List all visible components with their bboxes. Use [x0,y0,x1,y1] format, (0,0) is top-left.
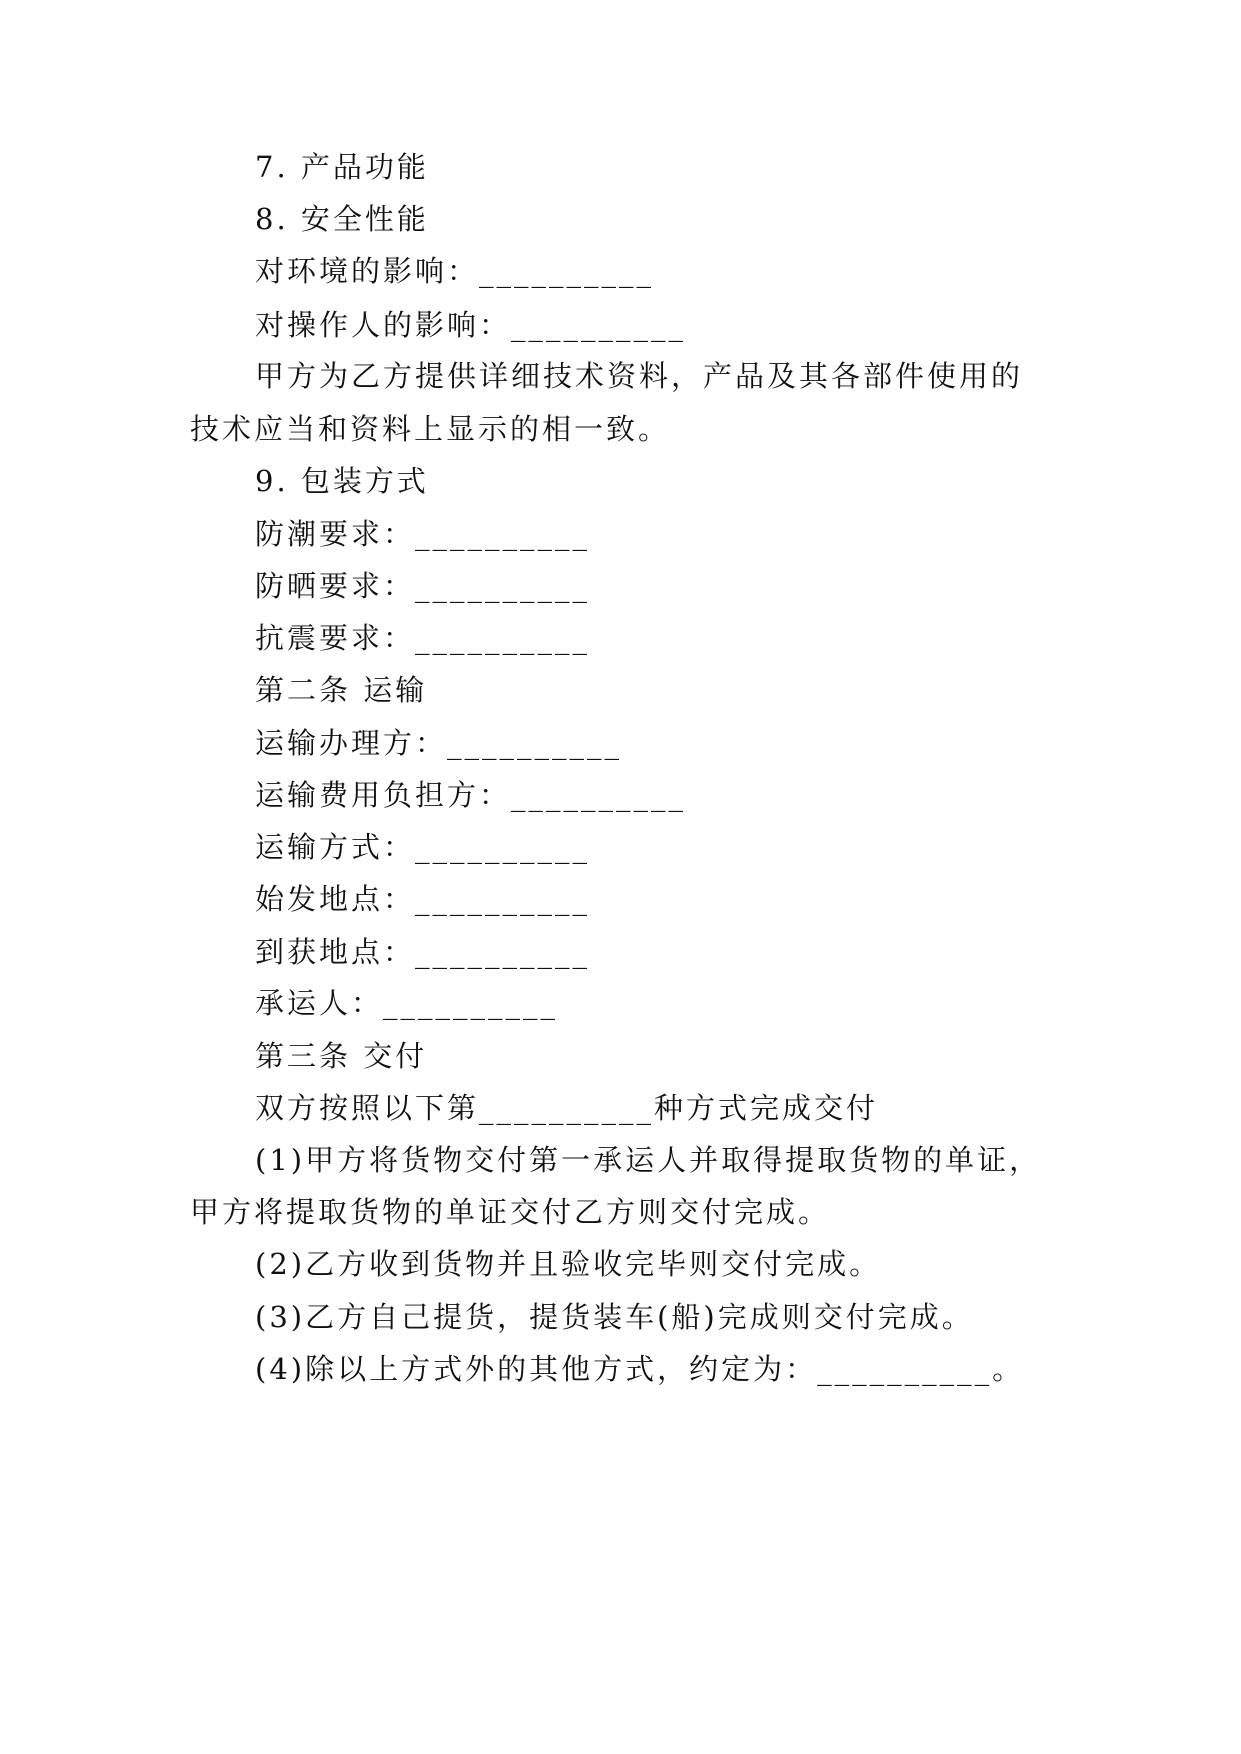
tech-info-paragraph-line-2: 技术应当和资料上显示的相一致。 [190,412,671,446]
moisture-requirement-line: 防潮要求：__________ [255,517,591,551]
environment-impact-line: 对环境的影响：__________ [255,254,655,288]
article-2-heading: 第二条 运输 [255,673,428,707]
origin-place-line: 始发地点：__________ [255,882,591,916]
transport-cost-bearer-line: 运输费用负担方：__________ [255,778,687,812]
delivery-method-choice-line: 双方按照以下第__________种方式完成交付 [255,1091,879,1125]
article-3-heading: 第三条 交付 [255,1039,428,1073]
item-7-product-function: 7. 产品功能 [255,150,429,184]
operator-impact-line: 对操作人的影响：__________ [255,308,687,342]
item-9-packaging: 9. 包装方式 [255,464,429,498]
delivery-option-1-line-2: 甲方将提取货物的单证交付乙方则交付完成。 [190,1195,831,1229]
delivery-option-3: (3)乙方自己提货，提货装车(船)完成则交付完成。 [255,1300,974,1334]
item-8-safety-performance: 8. 安全性能 [255,202,429,236]
destination-place-line: 到获地点：__________ [255,935,591,969]
carrier-line: 承运人：__________ [255,986,559,1020]
tech-info-paragraph-line-1: 甲方为乙方提供详细技术资料，产品及其各部件使用的 [255,359,1024,393]
delivery-option-4: (4)除以上方式外的其他方式，约定为：__________。 [255,1352,1025,1386]
shock-requirement-line: 抗震要求：__________ [255,621,591,655]
transport-method-line: 运输方式：__________ [255,830,591,864]
transport-handler-line: 运输办理方：__________ [255,726,623,760]
delivery-option-1-line-1: (1)甲方将货物交付第一承运人并取得提取货物的单证， [255,1143,1042,1177]
delivery-option-2: (2)乙方收到货物并且验收完毕则交付完成。 [255,1247,882,1281]
sun-protection-requirement-line: 防晒要求：__________ [255,569,591,603]
